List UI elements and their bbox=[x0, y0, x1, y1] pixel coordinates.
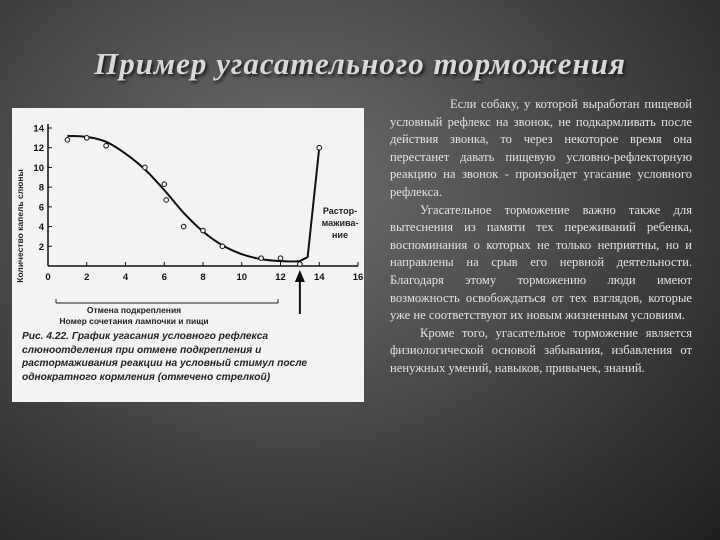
data-point bbox=[162, 182, 167, 187]
extinction-curve bbox=[67, 136, 319, 262]
y-axis-label: Количество капель слюны bbox=[15, 169, 25, 283]
data-point bbox=[181, 224, 186, 229]
x-tick-label: 2 bbox=[84, 272, 90, 283]
x-axis-label: Номер сочетания лампочки и пищи bbox=[59, 316, 209, 326]
x-tick-label: 10 bbox=[236, 272, 248, 283]
data-points bbox=[65, 136, 321, 267]
y-tick-label: 10 bbox=[33, 162, 44, 174]
data-point bbox=[220, 244, 225, 249]
y-tick-label: 2 bbox=[38, 241, 44, 253]
disinhibition-label-line: мажива- bbox=[321, 218, 359, 228]
x-tick-label: 14 bbox=[313, 272, 325, 283]
disinhibition-label-line: ние bbox=[332, 230, 348, 240]
x-tick-label: 0 bbox=[45, 272, 51, 283]
arrow-head bbox=[295, 270, 305, 282]
x-tick-label: 12 bbox=[275, 272, 286, 283]
data-point bbox=[298, 262, 303, 267]
data-point bbox=[143, 165, 148, 170]
data-point bbox=[164, 198, 169, 203]
x-tick-label: 6 bbox=[161, 272, 167, 283]
figure-caption: Рис. 4.22. График угасания условного рефлекса слюноотделения при отмене подкрепления и растормаживания реакции на условный стимул после однократного кормления (отмечено стрелкой) bbox=[22, 331, 308, 383]
y-tick-label: 4 bbox=[38, 222, 44, 234]
chart-axes bbox=[48, 124, 358, 266]
data-point bbox=[104, 143, 109, 148]
slide-title: Пример угасательного торможения bbox=[94, 46, 626, 81]
data-point bbox=[84, 136, 89, 141]
x-tick-label: 8 bbox=[200, 272, 206, 283]
extinction-chart bbox=[12, 108, 364, 328]
data-point bbox=[317, 145, 322, 150]
data-point bbox=[65, 138, 70, 143]
paragraph-2: Угасательное торможение важно также для вытеснения из памяти тех переживаний ребенка, воспоминания о которых не только неприятны, но и направлены на срыв его нервной деятельности. Благодаря этому торможению люди имеют возможность освобождаться от тех взглядов, которые уже не соответствуют их новым жизненным условиям. bbox=[390, 202, 692, 323]
figure-panel bbox=[12, 108, 364, 402]
y-tick-label: 12 bbox=[33, 143, 44, 155]
paragraph-3: Кроме того, угасательное торможение является физиологической основой забывания, избавления от ненужных умений, навыков, привычек, знаний. bbox=[390, 325, 692, 375]
data-point bbox=[278, 256, 283, 261]
paragraph-1: Если собаку, у которой выработан пищевой условный рефлекс на звонок, не подкармливать после действия звонка, то через некоторое время она перестанет давать пищевую условно-рефлекторную реакцию на звонок - произойдет угасание условного рефлекса. bbox=[390, 97, 692, 199]
y-tick-label: 6 bbox=[38, 202, 44, 214]
x-tick-label: 4 bbox=[122, 272, 129, 283]
disinhibition-label-line: Растор- bbox=[322, 206, 358, 216]
data-point bbox=[259, 256, 264, 261]
body-text bbox=[390, 96, 692, 378]
data-point bbox=[201, 228, 206, 233]
feeding-arrow bbox=[295, 270, 305, 314]
no-reinforcement-label: Отмена подкрепления bbox=[86, 305, 182, 315]
y-tick-label: 8 bbox=[38, 182, 44, 194]
y-tick-label: 14 bbox=[33, 123, 44, 135]
disinhibition-label bbox=[322, 206, 359, 240]
x-tick-label: 16 bbox=[352, 272, 364, 283]
